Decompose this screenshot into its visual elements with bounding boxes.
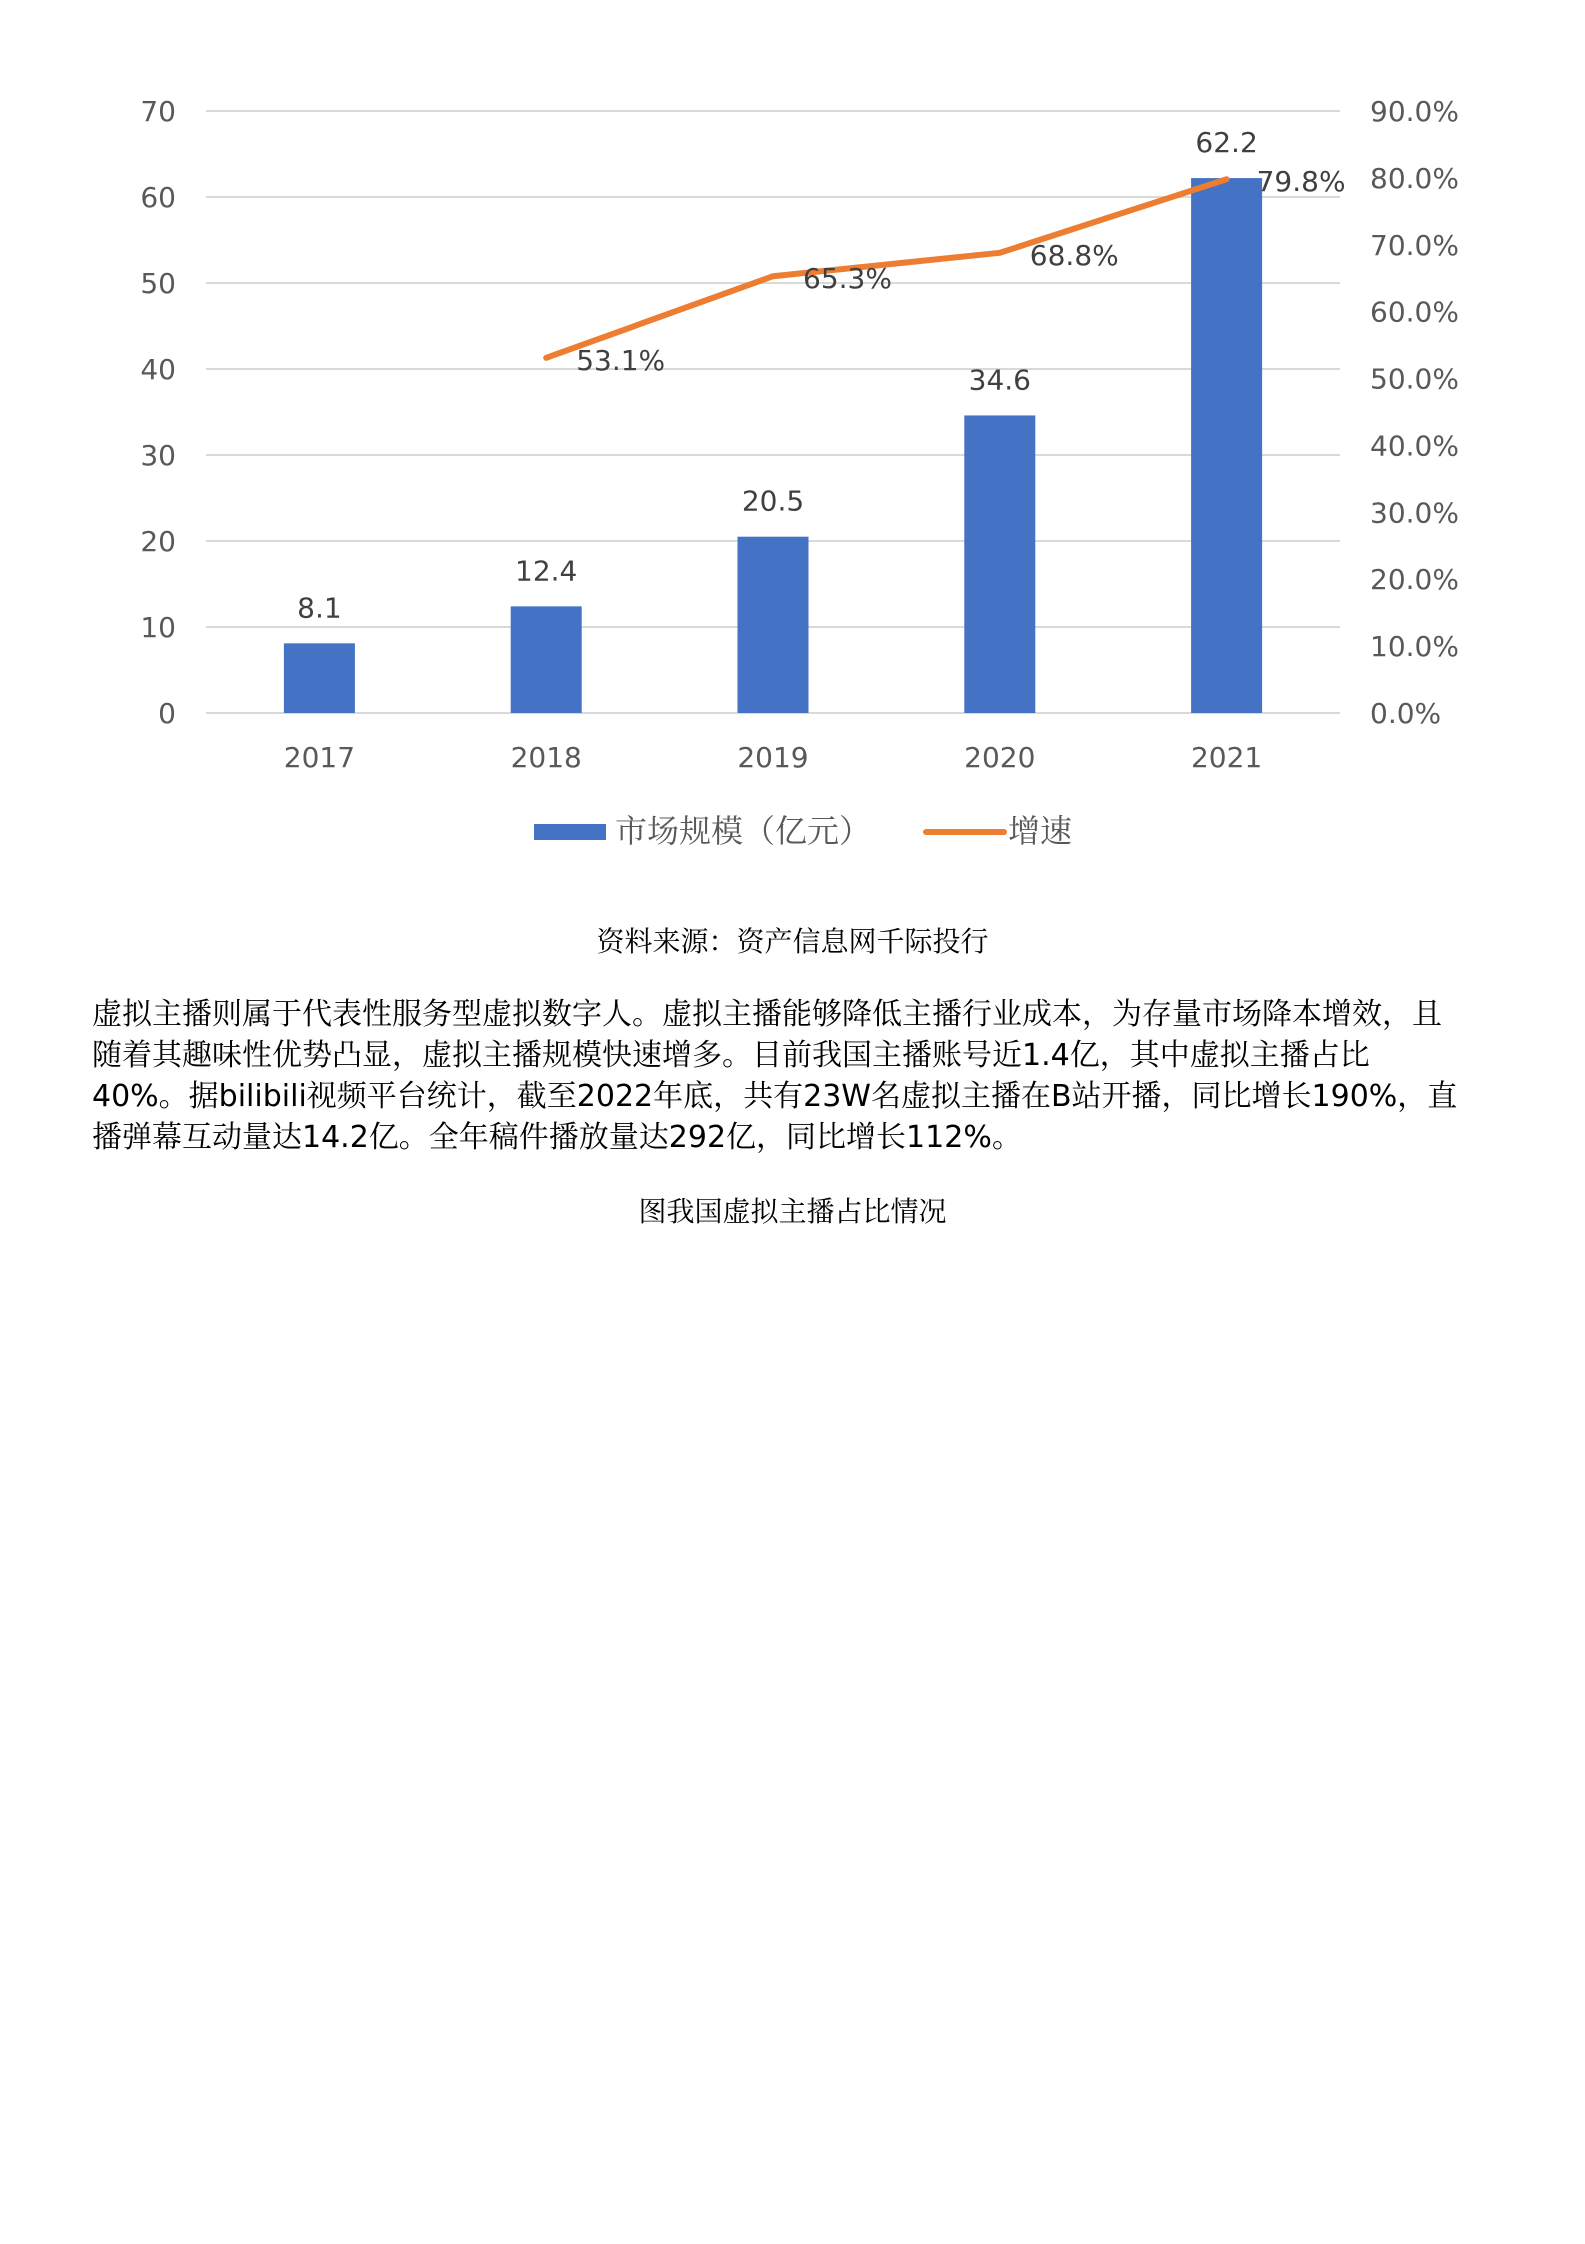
body-line: 随着其趣味性优势凸显，虚拟主播规模快速增多。目前我国主播账号近1.4亿，其中虚拟主播占比 — [92, 1038, 1370, 1073]
body-line: 40%。据bilibili视频平台统计，截至2022年底，共有23W名虚拟主播在B站开播，同比增长190%，直 — [92, 1079, 1458, 1114]
left-tick-label: 10 — [140, 611, 176, 644]
line-point — [771, 274, 775, 278]
right-tick-label: 80.0% — [1370, 161, 1459, 195]
left-tick-label: 40 — [140, 353, 176, 386]
body-line: 播弹幕互动量达14.2亿。全年稿件播放量达292亿，同比增长112%。 — [92, 1120, 1022, 1155]
legend-bar-swatch — [534, 824, 606, 840]
left-tick-label: 50 — [140, 267, 176, 300]
x-tick-label: 2019 — [737, 741, 809, 774]
left-tick-label: 20 — [140, 525, 176, 558]
right-tick-label: 30.0% — [1370, 496, 1459, 530]
body-line: 虚拟主播则属于代表性服务型虚拟数字人。虚拟主播能够降低主播行业成本，为存量市场降本增效，且 — [92, 997, 1442, 1032]
x-tick-label: 2018 — [510, 741, 582, 774]
line-point — [998, 251, 1002, 255]
source-note: 资料来源：资产信息网千际投行 — [596, 925, 989, 958]
line-point — [1225, 177, 1229, 181]
bar — [964, 415, 1035, 713]
x-tick-label: 2017 — [283, 741, 356, 774]
right-tick-label: 40.0% — [1370, 429, 1459, 463]
bar — [738, 537, 809, 713]
right-tick-label: 70.0% — [1370, 228, 1459, 262]
line-point — [544, 356, 548, 360]
line-value-label: 79.8% — [1256, 165, 1346, 199]
right-tick-label: 50.0% — [1370, 362, 1459, 396]
x-tick-label: 2021 — [1190, 741, 1263, 774]
right-tick-label: 60.0% — [1370, 295, 1459, 329]
left-axis — [140, 95, 176, 730]
left-tick-label: 30 — [140, 439, 176, 472]
x-axis — [284, 741, 1262, 774]
bar — [284, 643, 355, 713]
left-tick-label: 60 — [140, 181, 176, 214]
body-paragraph — [92, 994, 1502, 1158]
line-value-label: 68.8% — [1029, 238, 1119, 272]
figure-caption: 图我国虚拟主播占比情况 — [638, 1195, 947, 1228]
right-tick-label: 20.0% — [1370, 563, 1459, 597]
bar-value-label: 20.5 — [741, 484, 805, 518]
x-tick-label: 2020 — [964, 741, 1036, 774]
legend — [534, 812, 1072, 850]
line-value-label: 65.3% — [803, 262, 892, 296]
right-tick-label: 90.0% — [1370, 95, 1459, 128]
legend-bar-label: 市场规模（亿元） — [615, 812, 872, 850]
bar-value-label: 12.4 — [515, 554, 578, 588]
bar-value-label: 62.2 — [1195, 126, 1258, 160]
bar — [1191, 178, 1262, 713]
bar-value-label: 8.1 — [297, 591, 342, 625]
right-axis — [1370, 95, 1459, 730]
left-tick-label: 70 — [140, 95, 176, 128]
market-size-chart — [0, 0, 1585, 900]
legend-line-label: 增速 — [1008, 812, 1073, 850]
bar — [511, 606, 582, 713]
line-value-label: 53.1% — [576, 343, 666, 377]
right-tick-label: 10.0% — [1370, 630, 1459, 664]
bar-value-label: 34.6 — [968, 363, 1031, 397]
left-tick-label: 0 — [158, 697, 176, 730]
right-tick-label: 0.0% — [1370, 697, 1442, 730]
